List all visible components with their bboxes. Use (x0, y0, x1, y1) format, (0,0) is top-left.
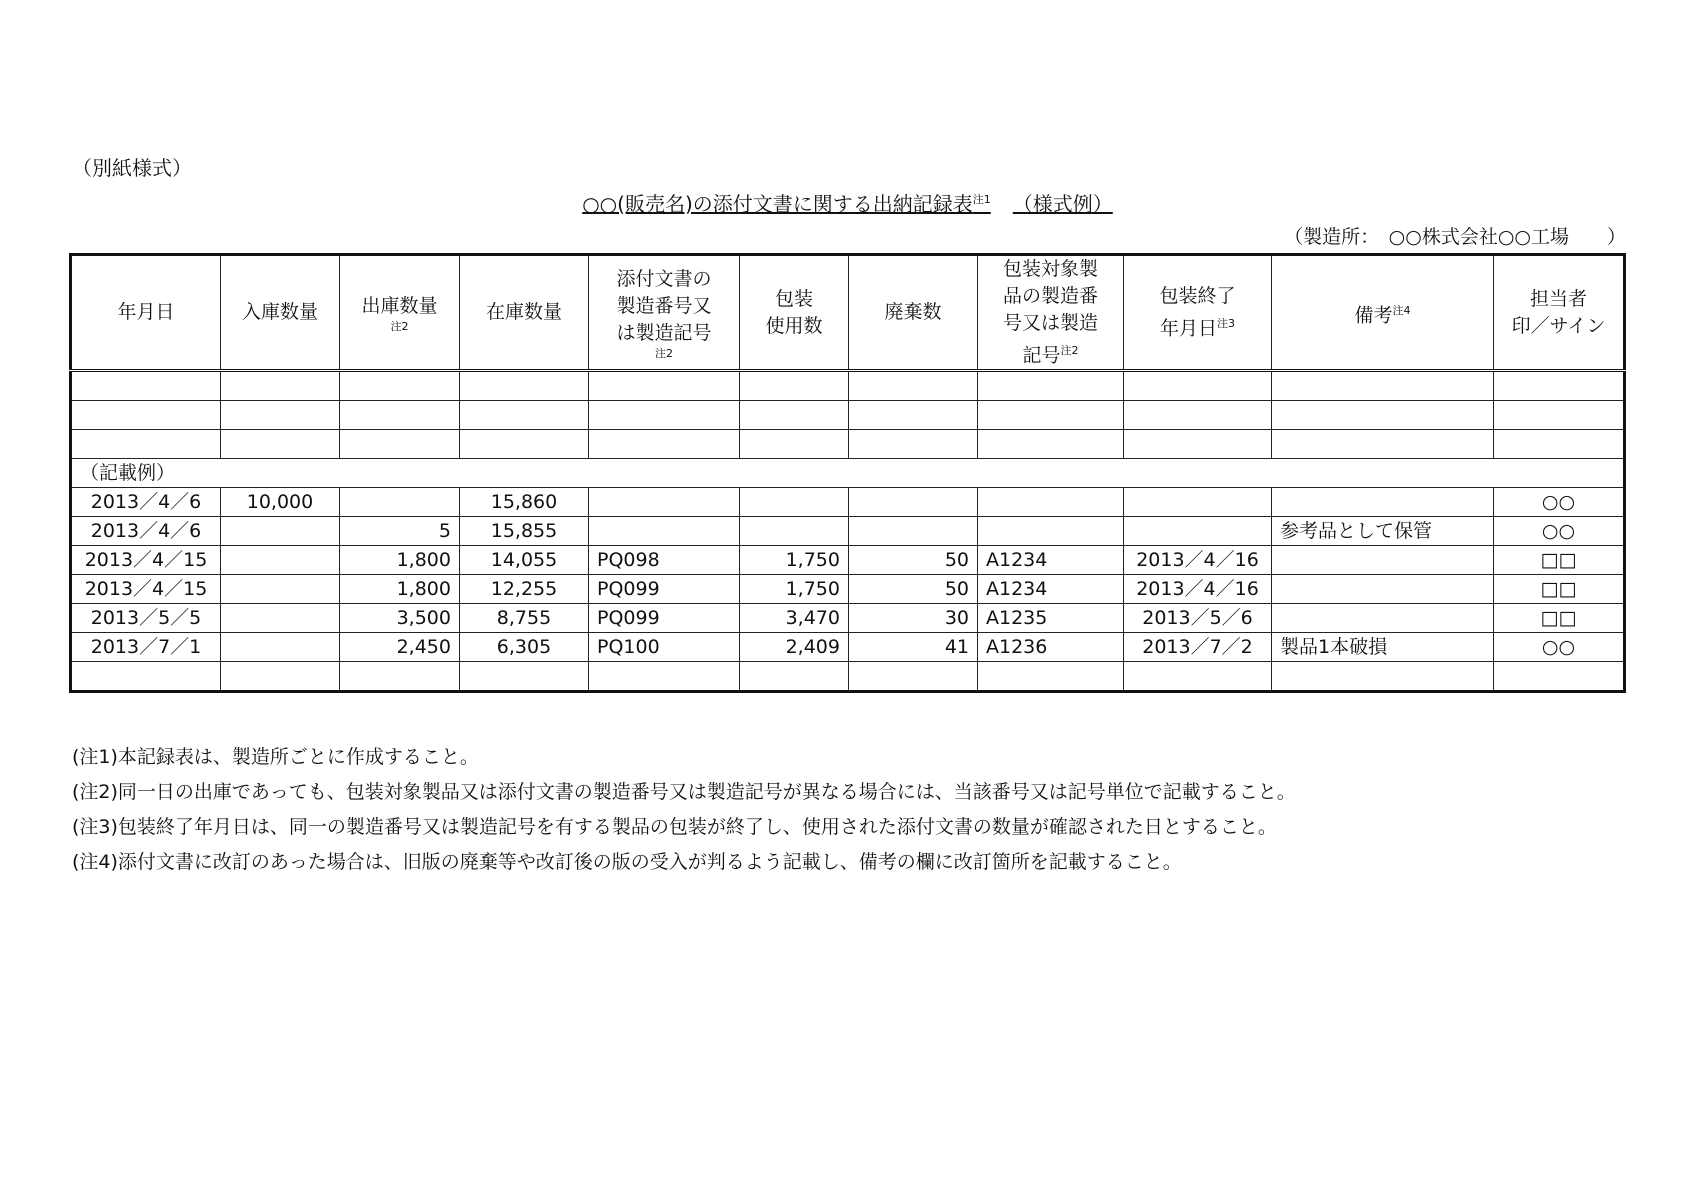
note-3: (注3)包装終了年月日は、同一の製造番号又は製造記号を有する製品の包装が終了し、使用された添付文書の数量が確認された日とすること。 (72, 816, 1277, 838)
table-cell[interactable] (740, 662, 849, 692)
table-cell[interactable] (1124, 401, 1272, 430)
table-cell[interactable] (221, 517, 340, 546)
factory-label: （製造所： ○○株式会社○○工場 ） (1284, 226, 1626, 248)
table-cell[interactable]: 1,800 (340, 575, 460, 604)
table-cell[interactable] (849, 371, 978, 401)
table-cell[interactable] (589, 488, 740, 517)
table-cell[interactable] (1124, 430, 1272, 459)
table-cell[interactable] (340, 662, 460, 692)
column-header (589, 255, 740, 371)
table-cell[interactable] (221, 546, 340, 575)
table-cell[interactable] (1272, 662, 1494, 692)
table-row (71, 430, 1625, 459)
table-row (71, 546, 1625, 575)
table-cell[interactable] (221, 604, 340, 633)
table-cell[interactable]: PQ100 (589, 633, 740, 662)
table-cell[interactable]: 30 (849, 604, 978, 633)
table-cell[interactable]: 2013／5／6 (1124, 604, 1272, 633)
table-cell[interactable]: 2013／4／6 (71, 488, 221, 517)
table-cell[interactable] (1494, 430, 1625, 459)
table-row (71, 401, 1625, 430)
column-header-line: 担当者 (1529, 287, 1587, 310)
table-cell[interactable] (71, 662, 221, 692)
table-cell[interactable] (460, 371, 589, 401)
table-cell[interactable] (978, 662, 1124, 692)
column-note: 注3 (1217, 317, 1235, 330)
table-cell[interactable]: 5 (340, 517, 460, 546)
table-cell[interactable] (340, 401, 460, 430)
table-cell[interactable]: 50 (849, 575, 978, 604)
table-cell[interactable]: 2013／4／6 (71, 517, 221, 546)
table-cell[interactable]: 2013／4／16 (1124, 546, 1272, 575)
notes (72, 740, 1296, 880)
table-cell[interactable]: 製品1本破損 (1272, 633, 1494, 662)
table-cell[interactable]: 15,855 (460, 517, 589, 546)
table-cell[interactable]: 6,305 (460, 633, 589, 662)
table-row (71, 517, 1625, 546)
table-cell[interactable] (978, 371, 1124, 401)
table-row (71, 604, 1625, 633)
table-cell[interactable]: ○○ (1494, 633, 1625, 662)
table-cell[interactable] (340, 488, 460, 517)
table-cell[interactable] (1272, 371, 1494, 401)
table-cell[interactable]: 1,750 (740, 575, 849, 604)
column-header (340, 255, 460, 371)
column-header-line: 廃棄数 (884, 301, 942, 324)
table-cell[interactable] (1272, 401, 1494, 430)
table-cell[interactable]: 2013／7／1 (71, 633, 221, 662)
table-cell[interactable] (978, 517, 1124, 546)
table-cell[interactable] (740, 401, 849, 430)
table-cell[interactable] (1494, 401, 1625, 430)
table-cell[interactable]: □□ (1494, 604, 1625, 633)
table-row (71, 662, 1625, 692)
table-cell[interactable] (849, 488, 978, 517)
table-cell[interactable]: 14,055 (460, 546, 589, 575)
table-cell[interactable] (1494, 371, 1625, 401)
table-cell[interactable]: A1235 (978, 604, 1124, 633)
table-cell[interactable] (71, 401, 221, 430)
title-text: ○○(販売名)の添付文書に関する出納記録表$^{注1}$ （様式例） (582, 192, 1113, 216)
table-cell[interactable]: PQ099 (589, 604, 740, 633)
table-cell[interactable] (978, 488, 1124, 517)
table-cell[interactable]: A1234 (978, 575, 1124, 604)
column-note: 注2 (655, 346, 673, 360)
table-cell[interactable] (1272, 488, 1494, 517)
column-header-line: 印／サイン (1511, 314, 1606, 337)
table-cell[interactable] (740, 488, 849, 517)
column-header-line: 在庫数量 (485, 301, 562, 324)
column-header-line: 号又は製造 (1002, 312, 1098, 334)
example-label: （記載例） (71, 459, 1625, 488)
table-cell[interactable]: 2013／4／16 (1124, 575, 1272, 604)
table-cell[interactable] (1494, 662, 1625, 692)
table-cell[interactable] (849, 662, 978, 692)
column-header (978, 255, 1124, 371)
table-cell[interactable]: 1,750 (740, 546, 849, 575)
table-cell[interactable] (221, 633, 340, 662)
table-cell[interactable] (71, 371, 221, 401)
table-cell[interactable] (1124, 517, 1272, 546)
table-cell[interactable] (1272, 604, 1494, 633)
table-cell[interactable] (460, 662, 589, 692)
table-cell[interactable] (221, 401, 340, 430)
column-header-line: 包装対象製 (1002, 258, 1098, 280)
table-cell[interactable] (740, 517, 849, 546)
table-cell[interactable]: PQ098 (589, 546, 740, 575)
table-cell[interactable] (221, 371, 340, 401)
table-cell[interactable] (221, 662, 340, 692)
table-cell[interactable] (1124, 488, 1272, 517)
table-cell[interactable] (1272, 546, 1494, 575)
table-cell[interactable] (740, 371, 849, 401)
table-cell[interactable] (849, 430, 978, 459)
table-cell[interactable]: 2013／7／2 (1124, 633, 1272, 662)
table-cell[interactable] (849, 517, 978, 546)
table-cell[interactable]: □□ (1494, 575, 1625, 604)
record-table (69, 253, 1626, 693)
table-cell[interactable] (740, 430, 849, 459)
table-cell[interactable] (460, 430, 589, 459)
table-cell[interactable]: 8,755 (460, 604, 589, 633)
table-cell[interactable]: 2,409 (740, 633, 849, 662)
table-cell[interactable] (1124, 662, 1272, 692)
table-cell[interactable] (978, 401, 1124, 430)
table-cell[interactable] (589, 371, 740, 401)
table-row (71, 633, 1625, 662)
column-header-line: 出庫数量 (361, 294, 438, 317)
table-cell[interactable] (849, 401, 978, 430)
table-cell[interactable] (221, 575, 340, 604)
column-header (1272, 255, 1494, 371)
example-label-row (71, 459, 1625, 488)
table-cell[interactable]: 2013／4／15 (71, 575, 221, 604)
column-note: 注4 (1392, 303, 1411, 317)
column-header-line: 添付文書の (616, 267, 712, 290)
table-cell[interactable] (340, 371, 460, 401)
column-note: 注2 (1060, 344, 1079, 357)
note-4: (注4)添付文書に改訂のあった場合は、旧版の廃棄等や改訂後の版の受入が判るよう記載し、備考の欄に改訂箇所を記載すること。 (72, 851, 1182, 873)
column-header-line: 品の製造番 (1002, 285, 1098, 307)
table-cell[interactable]: PQ099 (589, 575, 740, 604)
table-cell[interactable]: 2013／5／5 (71, 604, 221, 633)
document-title (0, 188, 1695, 217)
column-header-line: 包装 (774, 287, 813, 310)
table-row (71, 371, 1625, 401)
table-cell[interactable] (589, 517, 740, 546)
column-header-line: 包装終了 (1159, 285, 1236, 307)
table-cell[interactable]: A1234 (978, 546, 1124, 575)
column-header (849, 255, 978, 371)
table-cell[interactable] (1272, 575, 1494, 604)
table-cell[interactable]: ○○ (1494, 488, 1625, 517)
table-cell[interactable] (589, 401, 740, 430)
form-label: （別紙様式） (72, 156, 192, 180)
column-header-line: 入庫数量 (241, 301, 318, 324)
column-header-line: は製造記号 (616, 321, 712, 344)
column-header (460, 255, 589, 371)
table-row (71, 488, 1625, 517)
column-header-line: 使用数 (765, 314, 823, 337)
column-header-line: 年月日 (1159, 317, 1217, 340)
table-cell[interactable]: 3,470 (740, 604, 849, 633)
header-row (71, 255, 1625, 371)
column-header-line: 年月日 (117, 301, 175, 324)
table-cell[interactable] (460, 401, 589, 430)
column-note: 注2 (390, 319, 409, 333)
table-cell[interactable]: ○○ (1494, 517, 1625, 546)
table-row (71, 575, 1625, 604)
note-1: (注1)本記録表は、製造所ごとに作成すること。 (72, 746, 479, 768)
table-cell[interactable] (71, 430, 221, 459)
table-cell[interactable]: 参考品として保管 (1272, 517, 1494, 546)
table-cell[interactable] (1124, 371, 1272, 401)
table-cell[interactable] (340, 430, 460, 459)
column-header-line: 備考 (1354, 303, 1393, 326)
table-cell[interactable]: A1236 (978, 633, 1124, 662)
column-header-line: 製造番号又 (616, 294, 712, 317)
table-cell[interactable]: 41 (849, 633, 978, 662)
table-cell[interactable]: 2,450 (340, 633, 460, 662)
table-cell[interactable]: 3,500 (340, 604, 460, 633)
table-cell[interactable]: 1,800 (340, 546, 460, 575)
column-header (221, 255, 340, 371)
column-header (71, 255, 221, 371)
table-cell[interactable] (1272, 430, 1494, 459)
column-header (740, 255, 849, 371)
table-cell[interactable]: 12,255 (460, 575, 589, 604)
column-header (1494, 255, 1625, 371)
table-cell[interactable] (221, 430, 340, 459)
note-2: (注2)同一日の出庫であっても、包装対象製品又は添付文書の製造番号又は製造記号が異なる場合には、当該番号又は記号単位で記載すること。 (72, 781, 1296, 803)
table-cell[interactable] (589, 430, 740, 459)
column-header (1124, 255, 1272, 371)
column-header-line: 記号 (1022, 344, 1061, 367)
table-cell[interactable]: 10,000 (221, 488, 340, 517)
table-cell[interactable] (589, 662, 740, 692)
table-cell[interactable]: 50 (849, 546, 978, 575)
table-cell[interactable]: □□ (1494, 546, 1625, 575)
title-note: 注1 (972, 193, 991, 207)
table-cell[interactable] (978, 430, 1124, 459)
title-suffix: （様式例） (1012, 192, 1113, 216)
table-cell[interactable]: 2013／4／15 (71, 546, 221, 575)
table-cell[interactable]: 15,860 (460, 488, 589, 517)
